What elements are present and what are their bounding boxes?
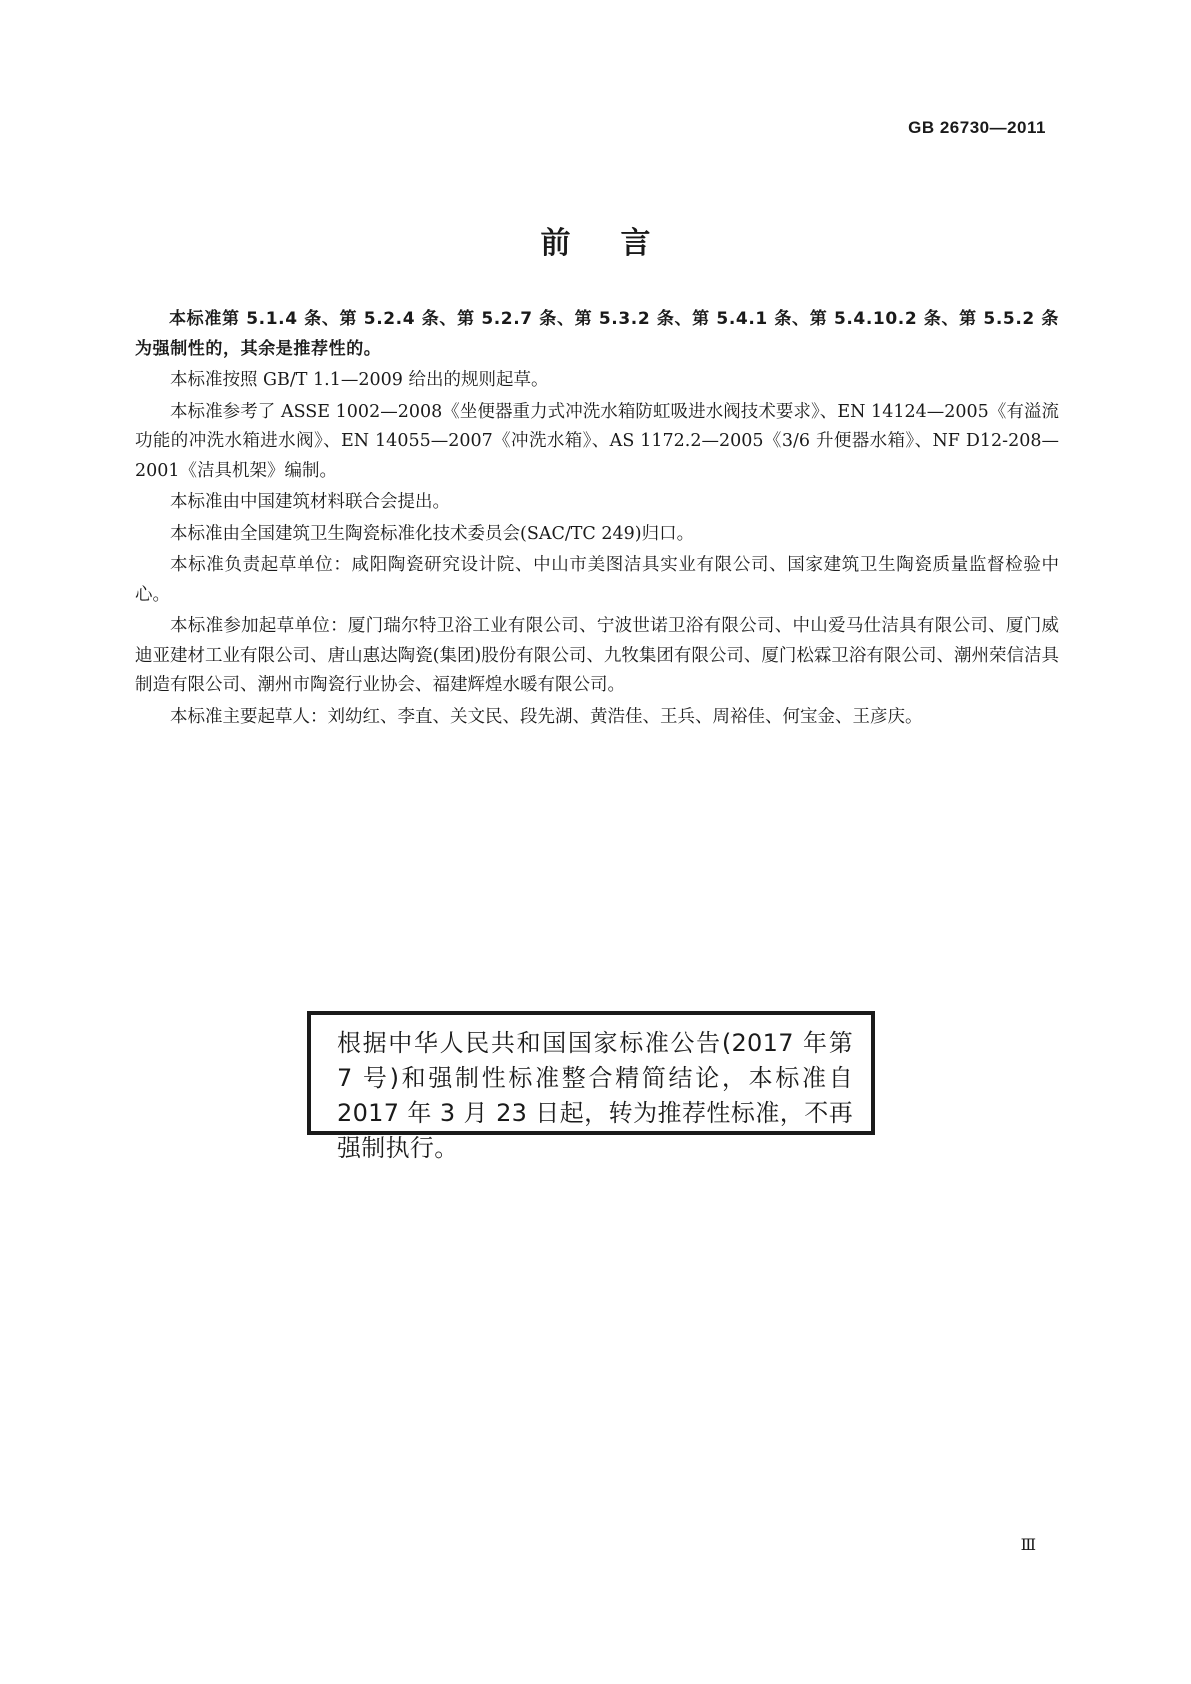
page-number: Ⅲ (1020, 1535, 1036, 1554)
proposer-paragraph: 本标准由中国建筑材料联合会提出。 (170, 492, 450, 512)
standard-code: GB 26730—2011 (908, 118, 1046, 137)
foreword-body (135, 305, 1059, 734)
mandatory-clauses-paragraph: 本标准第 5.1.4 条、第 5.2.4 条、第 5.2.7 条、第 5.3.2 条、第 5.4.1 条、第 5.4.10.2 条、第 5.5.2 条为强制性的，其余是推荐性的。 (135, 309, 1059, 359)
page-title: 前言 (540, 226, 701, 261)
drafting-rules-paragraph: 本标准按照 GB/T 1.1—2009 给出的规则起草。 (170, 370, 549, 390)
participating-drafters-paragraph: 本标准参加起草单位：厦门瑞尔特卫浴工业有限公司、宁波世诺卫浴有限公司、中山爱马仕洁具有限公司、厦门威迪亚建材工业有限公司、唐山惠达陶瓷(集团)股份有限公司、九牧集团有限公司、厦门松霖卫浴有限公司、潮州荣信洁具制造有限公司、潮州市陶瓷行业协会、福建辉煌水暖有限公司。 (135, 616, 1059, 695)
centralized-management-paragraph: 本标准由全国建筑卫生陶瓷标准化技术委员会(SAC/TC 249)归口。 (170, 523, 695, 544)
responsible-drafters-paragraph: 本标准负责起草单位：咸阳陶瓷研究设计院、中山市美图洁具实业有限公司、国家建筑卫生陶瓷质量监督检验中心。 (135, 555, 1059, 605)
notice-box: 根据中华人民共和国国家标准公告(2017 年第 7 号)和强制性标准整合精简结论，本标准自 2017 年 3 月 23 日起，转为推荐性标准，不再强制执行。 (307, 1011, 875, 1135)
main-drafters-paragraph: 本标准主要起草人：刘幼红、李直、关文民、段先湖、黄浩佳、王兵、周裕佳、何宝金、王彦庆。 (170, 706, 923, 727)
references-paragraph: 本标准参考了 ASSE 1002—2008《坐便器重力式冲洗水箱防虹吸进水阀技术要求》、EN 14124—2005《有溢流功能的冲洗水箱进水阀》、EN 14055—2007《冲洗水箱》、AS 1172.2—2005《3/6 升便器水箱》、NF D12-208—2001《洁具机架》编制。 (135, 401, 1059, 481)
